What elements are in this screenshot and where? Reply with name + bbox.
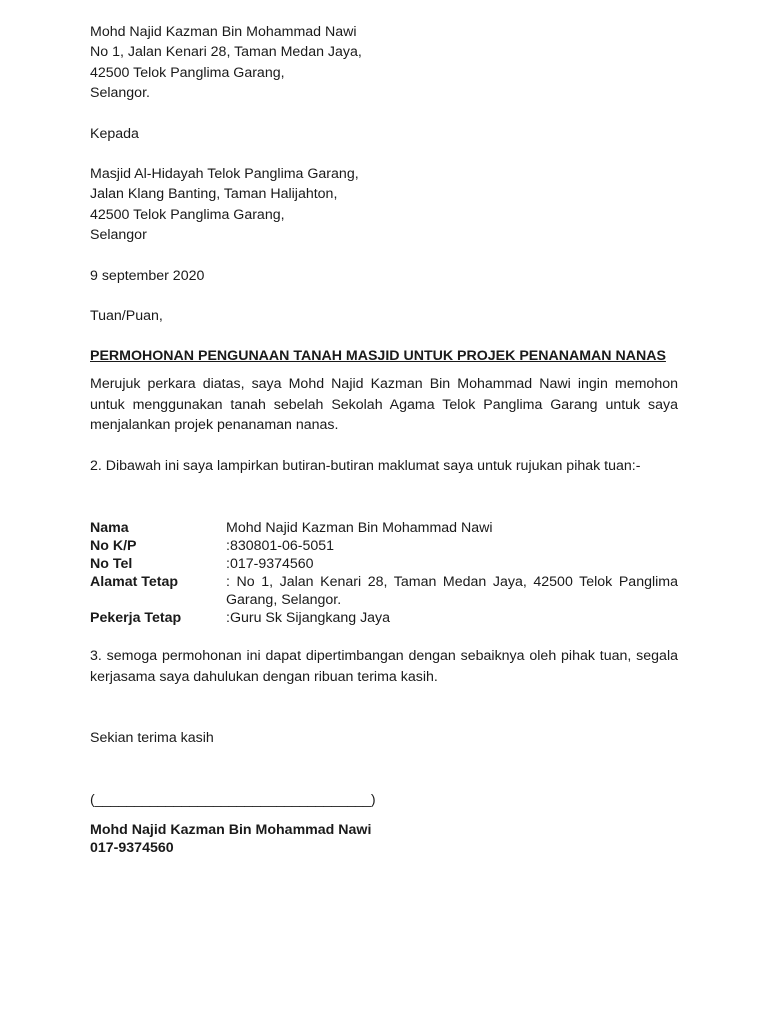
recipient-address-line: Jalan Klang Banting, Taman Halijahton, [90,186,338,203]
paragraph-2: 2. Dibawah ini saya lampirkan butiran-butiran maklumat saya untuk rujukan pihak tuan:- [90,457,641,474]
sender-address [90,22,678,104]
details-row-alamat [90,573,678,609]
details-value: :Guru Sk Sijangkang Jaya [226,610,391,627]
details-row-kp [90,537,678,555]
subject-heading: PERMOHONAN PENGUNAAN TANAH MASJID UNTUK PROJEK PENANAMAN NANAS [90,348,666,365]
recipient-name: Masjid Al-Hidayah Telok Panglima Garang, [90,166,359,183]
details-value: :017-9374560 [226,556,314,573]
kepada-label: Kepada [90,125,139,142]
signatory-block [90,821,678,857]
paragraph-1: Merujuk perkara diatas, saya Mohd Najid Kazman Bin Mohammad Nawi ingin memohon untuk menggunakan tanah sebelah Sekolah Agama Telok Panglima Garang untuk saya menjalankan projek penanaman nanas. [90,376,678,434]
closing-text: Sekian terima kasih [90,729,214,746]
sender-name: Mohd Najid Kazman Bin Mohammad Nawi [90,24,357,40]
details-value: : No 1, Jalan Kenari 28, Taman Medan Jaya, 42500 Telok Panglima Garang, Selangor. [226,574,678,609]
details-row-tel [90,555,678,573]
recipient-heading [90,124,678,144]
letter-date: 9 september 2020 [90,267,205,284]
sender-address-line: 42500 Telok Panglima Garang, [90,64,285,81]
details-table [90,519,678,627]
details-label: Pekerja Tetap [90,610,182,627]
signature-line: (___________________________________) [90,792,376,809]
details-label: No K/P [90,538,137,555]
details-label: Nama [90,520,129,537]
sender-address-line: Selangor. [90,85,150,102]
recipient-address [90,164,678,246]
recipient-address-line: 42500 Telok Panglima Garang, [90,206,285,223]
details-label: Alamat Tetap [90,574,179,591]
details-row-nama [90,519,678,537]
paragraph-3: 3. semoga permohonan ini dapat dipertimbangan dengan sebaiknya oleh pihak tuan, segala kerjasama saya dahulukan dengan ribuan terima kasih. [90,648,678,685]
letter-page [90,22,678,857]
signatory-phone: 017-9374560 [90,839,174,856]
recipient-address-line: Selangor [90,227,147,244]
details-value: :830801-06-5051 [226,538,335,555]
greeting: Tuan/Puan, [90,308,163,325]
details-row-pekerja [90,609,678,627]
sender-address-line: No 1, Jalan Kenari 28, Taman Medan Jaya, [90,44,362,61]
signatory-name: Mohd Najid Kazman Bin Mohammad Nawi [90,821,372,838]
details-value: Mohd Najid Kazman Bin Mohammad Nawi [226,520,493,537]
details-label: No Tel [90,556,133,573]
